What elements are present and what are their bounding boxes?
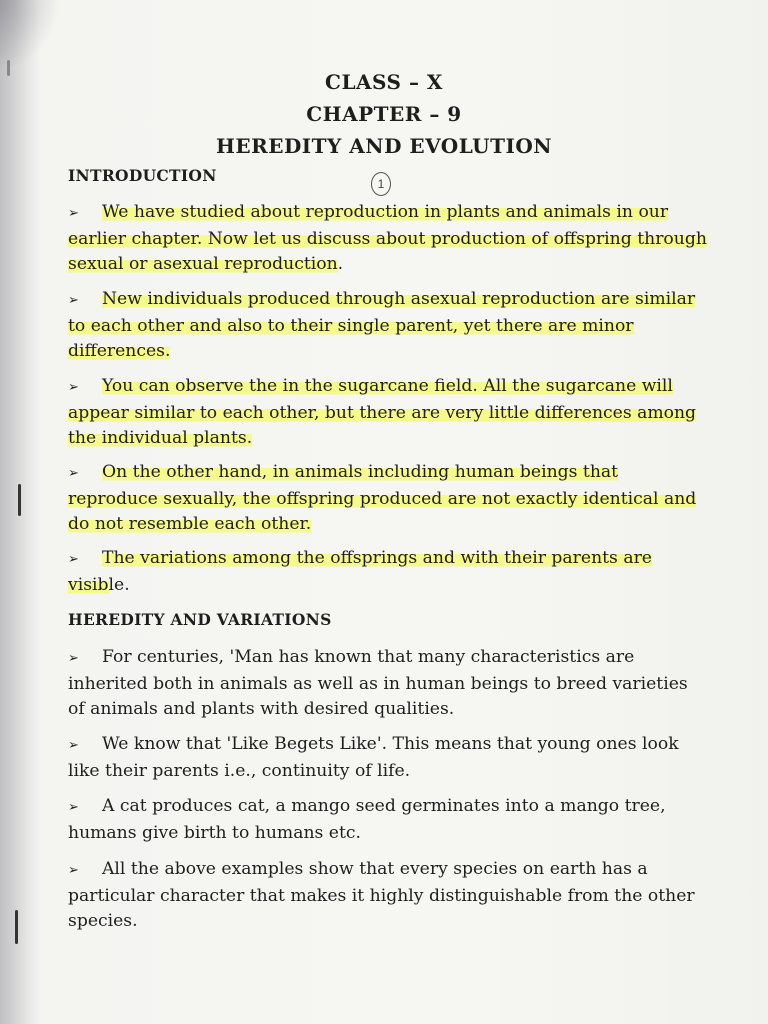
list-item: [68, 460, 708, 538]
list-item: [68, 374, 708, 452]
arrow-bullet-icon: ➢: [68, 800, 79, 815]
item-text: We know that 'Like Begets Like'. This means that young ones look like their parents i.e., continuity of life.: [68, 734, 679, 781]
list-item: [68, 794, 708, 846]
list-item: [68, 546, 708, 598]
highlighted-text: New individuals produced through asexual reproduction are similar to each other and also to their single parent, yet there are minor differences.: [68, 289, 696, 361]
arrow-bullet-icon: ➢: [68, 380, 79, 395]
highlighted-text: We have studied about reproduction in plants and animals in our earlier chapter. Now let us discuss about production of offspring through sexual or asexual reproduction: [68, 202, 707, 274]
arrow-bullet-icon: ➢: [68, 738, 79, 753]
arrow-bullet-icon: ➢: [68, 206, 79, 221]
item-text: le.: [108, 574, 130, 595]
chapter-title: CHAPTER – 9: [306, 102, 462, 126]
list-item: [68, 200, 708, 278]
handwritten-page-number: 1: [371, 172, 391, 196]
list-item: [68, 857, 708, 935]
list-item: [68, 645, 708, 723]
margin-pen-mark: [15, 910, 18, 944]
topic-title: HEREDITY AND EVOLUTION: [215, 134, 553, 158]
arrow-bullet-icon: ➢: [68, 293, 79, 308]
class-title: CLASS – X: [325, 70, 443, 94]
highlighted-text: On the other hand, in animals including human beings that reproduce sexually, the offspring produced are not exactly identical and do not resemble each other.: [68, 462, 697, 534]
arrow-bullet-icon: ➢: [68, 651, 79, 666]
arrow-bullet-icon: ➢: [68, 863, 79, 878]
section-heading-introduction: INTRODUCTION: [68, 166, 217, 185]
item-text: All the above examples show that every species on earth has a particular character that makes it highly distinguishable from the other species.: [68, 859, 695, 931]
list-item: [68, 287, 708, 365]
highlighted-text: You can observe the in the sugarcane field. All the sugarcane will appear similar to each other, but there are very little differences among the individual plants.: [68, 376, 697, 448]
item-text: For centuries, 'Man has known that many characteristics are inherited both in animals as well as in human beings to breed varieties of animals and plants with desired qualities.: [68, 647, 688, 719]
section-heading-heredity-and-variations: HEREDITY AND VARIATIONS: [68, 610, 332, 629]
highlighted-text: The variations among the offsprings and with their parents are visib: [68, 548, 652, 595]
arrow-bullet-icon: ➢: [68, 552, 79, 567]
margin-pen-mark: [18, 484, 21, 516]
arrow-bullet-icon: ➢: [68, 466, 79, 481]
item-text: .: [337, 254, 344, 274]
item-text: A cat produces cat, a mango seed germinates into a mango tree, humans give birth to humans etc.: [68, 796, 666, 843]
list-item: [68, 732, 708, 784]
